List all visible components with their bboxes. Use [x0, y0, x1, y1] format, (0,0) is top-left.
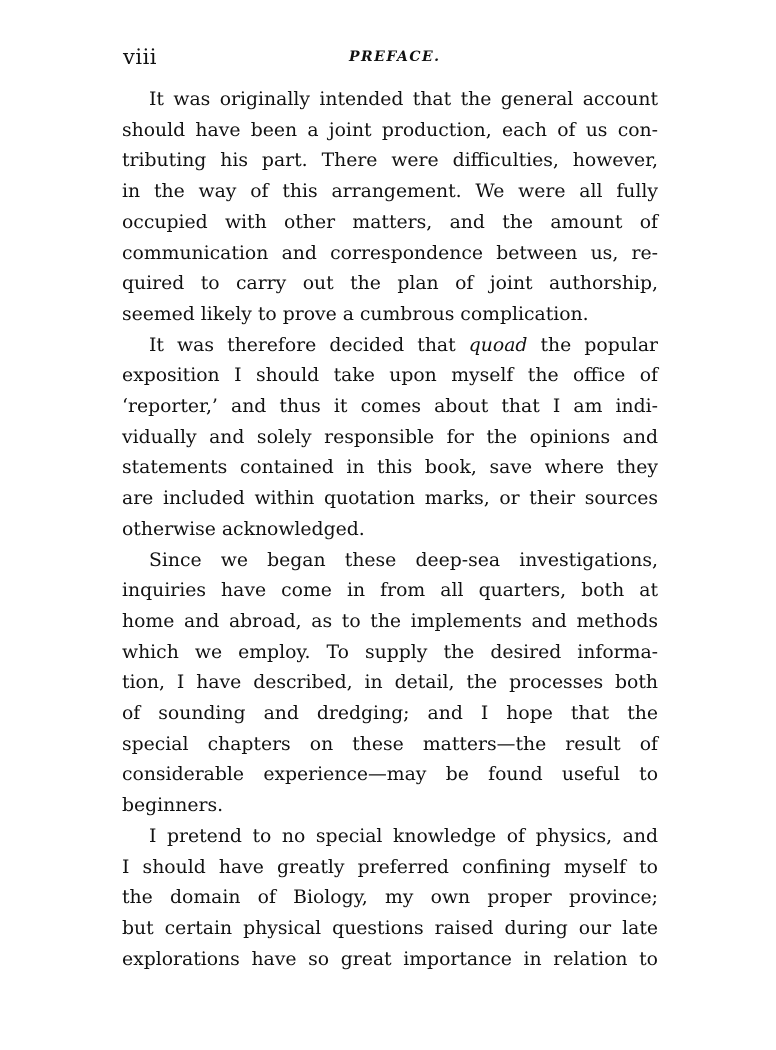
text-line: vidually and solely responsible for the opinions and — [122, 426, 658, 448]
text-line: home and abroad, as to the implements and methods — [122, 610, 658, 632]
page-header — [123, 42, 657, 72]
text-line: statements contained in this book, save where they — [122, 457, 658, 479]
text-line: quired to carry out the plan of joint authorship, — [122, 273, 658, 295]
text-line: I pretend to no special knowledge of physics, and — [149, 825, 658, 847]
text-line: inquiries have come in from all quarters, both at — [122, 580, 658, 602]
text-line: in the way of this arrangement. We were all fully — [122, 181, 658, 203]
text-line: but certain physical questions raised during our late — [122, 917, 658, 939]
text-line: of sounding and dredging; and I hope that the — [122, 703, 658, 725]
text-line: Since we began these deep-sea investigations, — [149, 549, 658, 571]
text-run: the popular — [527, 334, 658, 356]
text-line: ‘reporter,’ and thus it comes about that I am indi- — [122, 396, 658, 418]
paragraph-1 — [122, 85, 658, 331]
text-line: It was originally intended that the general account — [149, 89, 658, 110]
text-line: tributing his part. There were difficulties, however, — [122, 150, 658, 172]
paragraph-4 — [122, 822, 658, 976]
text-line: should have been a joint production, each of us con- — [122, 119, 658, 141]
text-line: considerable experience—may be found useful to — [122, 764, 658, 786]
text-line: tion, I have described, in detail, the processes both — [122, 672, 658, 694]
text-line: communication and correspondence between us, re- — [122, 242, 658, 264]
paragraph-2 — [122, 331, 658, 546]
text-line: I should have greatly preferred confining myself to — [122, 856, 658, 878]
text-line: explorations have so great importance in relation to — [122, 948, 658, 970]
text-line: are included within quotation marks, or their sources — [122, 488, 658, 510]
text-run: It was therefore decided that — [149, 334, 469, 356]
paragraph-3 — [122, 546, 658, 822]
running-head: PREFACE. — [349, 49, 441, 65]
text-line: special chapters on these matters—the result of — [122, 733, 658, 755]
text-line: seemed likely to prove a cumbrous complication. — [122, 303, 589, 325]
page-number: viii — [123, 45, 158, 69]
text-line: which we employ. To supply the desired informa- — [122, 641, 658, 663]
text-line: the domain of Biology, my own proper province; — [122, 887, 658, 909]
text-line: beginners. — [122, 795, 224, 817]
body-text — [122, 85, 658, 975]
text-line: exposition I should take upon myself the office of — [122, 365, 658, 387]
text-line: otherwise acknowledged. — [122, 518, 365, 540]
italic-term: quoad — [468, 334, 528, 356]
text-line — [122, 331, 658, 362]
text-line: occupied with other matters, and the amount of — [122, 211, 658, 233]
